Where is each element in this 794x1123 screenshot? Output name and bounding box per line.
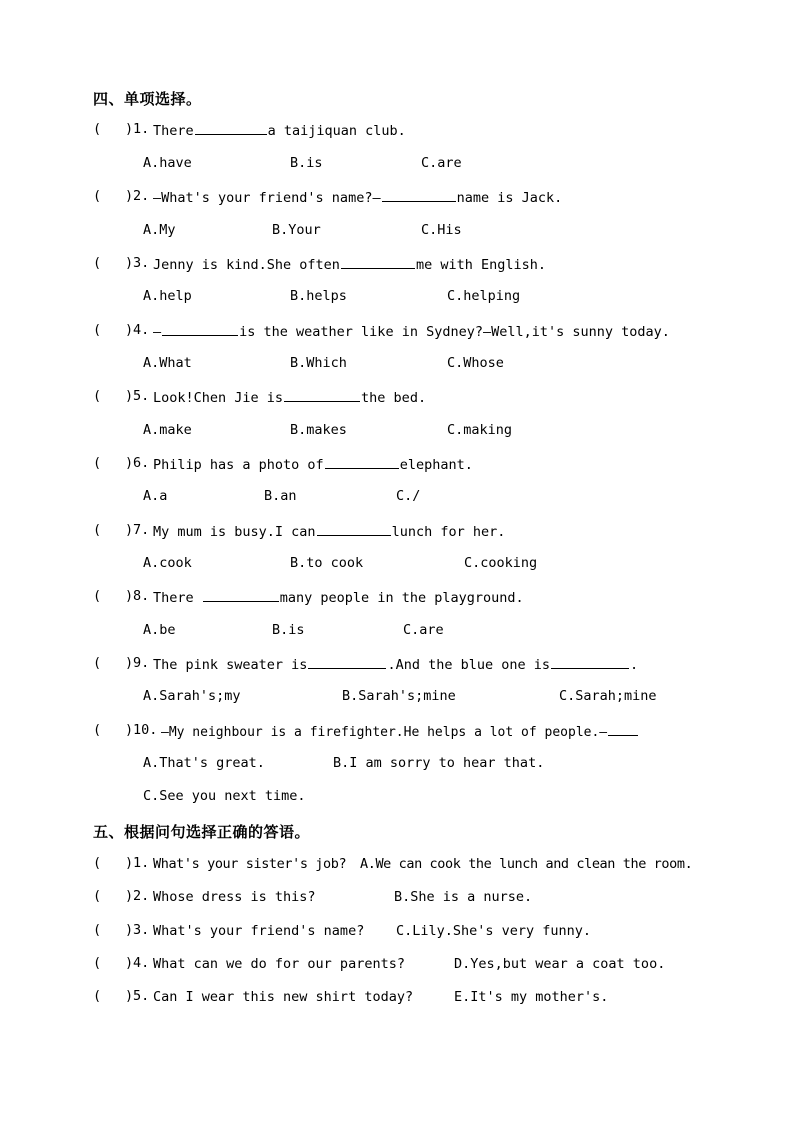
options-row bbox=[0, 755, 794, 775]
option-c[interactable]: C.making bbox=[447, 422, 513, 438]
section-5-title: 五、根据问句选择正确的答语。 bbox=[93, 823, 311, 841]
options-row bbox=[0, 222, 794, 242]
item-question: What can we do for our parents? bbox=[153, 956, 405, 972]
question-text bbox=[153, 388, 426, 407]
options-row bbox=[0, 622, 794, 642]
answer-blank[interactable] bbox=[382, 188, 456, 202]
answer-paren-open: ( bbox=[93, 121, 102, 137]
question-row bbox=[0, 322, 794, 342]
question-text-after: a taijiquan club. bbox=[267, 123, 406, 139]
question-text-before: —My neighbour is a firefighter.He helps a lot of people.— bbox=[161, 725, 608, 740]
question-text bbox=[153, 655, 638, 674]
question-text-before: There bbox=[153, 590, 202, 606]
item-question: Whose dress is this? bbox=[153, 889, 316, 905]
option-c[interactable]: C.are bbox=[421, 155, 462, 171]
option-a[interactable]: A.help bbox=[143, 288, 192, 304]
option-c[interactable]: C.See you next time. bbox=[143, 788, 306, 804]
option-b[interactable]: B.helps bbox=[290, 288, 347, 304]
option-c[interactable]: C.helping bbox=[447, 288, 521, 304]
options-row bbox=[0, 788, 794, 808]
option-a[interactable]: A.My bbox=[143, 222, 176, 238]
option-b[interactable]: B.is bbox=[290, 155, 323, 171]
question-text-before: Jenny is kind.She often bbox=[153, 257, 340, 273]
item-number: 4. bbox=[133, 955, 150, 971]
question-text-before: My mum is busy.I can bbox=[153, 524, 316, 540]
item-question: Can I wear this new shirt today? bbox=[153, 989, 414, 1005]
question-text-end: . bbox=[630, 657, 639, 673]
item-number: 5. bbox=[133, 988, 150, 1004]
item-answer: A.We can cook the lunch and clean the room. bbox=[360, 856, 693, 872]
options-row bbox=[0, 688, 794, 708]
answer-paren-open: ( bbox=[93, 888, 102, 904]
item-answer: B.She is a nurse. bbox=[394, 889, 533, 905]
answer-paren-open: ( bbox=[93, 455, 102, 471]
option-b[interactable]: B.to cook bbox=[290, 555, 364, 571]
option-a[interactable]: A.a bbox=[143, 488, 168, 504]
item-question: What's your sister's job? bbox=[153, 856, 347, 872]
answer-paren-open: ( bbox=[93, 588, 102, 604]
options-row bbox=[0, 488, 794, 508]
answer-paren-open: ( bbox=[93, 988, 102, 1004]
option-b[interactable]: B.Sarah's;mine bbox=[342, 688, 456, 704]
option-a[interactable]: A.cook bbox=[143, 555, 192, 571]
answer-blank[interactable] bbox=[284, 388, 360, 402]
answer-paren-open: ( bbox=[93, 722, 102, 738]
option-a[interactable]: A.make bbox=[143, 422, 192, 438]
answer-blank[interactable] bbox=[341, 255, 415, 269]
question-number: 9. bbox=[133, 655, 150, 671]
answer-paren-close: ) bbox=[125, 322, 134, 338]
question-text-before: —What's your friend's name?— bbox=[153, 190, 381, 206]
option-b[interactable]: B.I am sorry to hear that. bbox=[333, 755, 545, 771]
options-row bbox=[0, 155, 794, 175]
question-number: 10. bbox=[133, 722, 158, 738]
answer-paren-open: ( bbox=[93, 188, 102, 204]
answer-blank-2[interactable] bbox=[551, 655, 629, 669]
question-text bbox=[153, 188, 562, 207]
answer-blank[interactable] bbox=[203, 588, 279, 602]
item-answer: C.Lily.She's very funny. bbox=[396, 923, 592, 939]
answer-paren-close: ) bbox=[125, 888, 134, 904]
answer-paren-open: ( bbox=[93, 655, 102, 671]
answer-blank[interactable] bbox=[325, 455, 399, 469]
question-text bbox=[153, 121, 406, 140]
question-text bbox=[153, 255, 546, 274]
option-c[interactable]: C.His bbox=[421, 222, 462, 238]
matching-row bbox=[0, 955, 794, 975]
question-text bbox=[161, 722, 639, 742]
answer-blank[interactable] bbox=[195, 121, 267, 135]
answer-blank[interactable] bbox=[317, 522, 391, 536]
question-text-before: The pink sweater is bbox=[153, 657, 308, 673]
matching-row bbox=[0, 922, 794, 942]
answer-paren-close: ) bbox=[125, 988, 134, 1004]
option-b[interactable]: B.Which bbox=[290, 355, 347, 371]
option-a[interactable]: A.That's great. bbox=[143, 755, 265, 771]
question-text bbox=[153, 588, 524, 607]
answer-blank[interactable] bbox=[162, 322, 238, 336]
answer-paren-close: ) bbox=[125, 922, 134, 938]
options-row bbox=[0, 422, 794, 442]
question-text-after: is the weather like in Sydney?—Well,it's sunny today. bbox=[239, 324, 670, 340]
option-b[interactable]: B.Your bbox=[272, 222, 321, 238]
question-number: 7. bbox=[133, 522, 150, 538]
item-number: 1. bbox=[133, 855, 150, 871]
question-text bbox=[153, 522, 505, 541]
answer-paren-close: ) bbox=[125, 722, 134, 738]
question-number: 3. bbox=[133, 255, 150, 271]
question-number: 2. bbox=[133, 188, 150, 204]
option-a[interactable]: A.What bbox=[143, 355, 192, 371]
option-b[interactable]: B.makes bbox=[290, 422, 347, 438]
question-row bbox=[0, 255, 794, 275]
options-row bbox=[0, 555, 794, 575]
item-number: 2. bbox=[133, 888, 150, 904]
question-text-middle: .And the blue one is bbox=[387, 657, 550, 673]
answer-paren-open: ( bbox=[93, 955, 102, 971]
answer-paren-close: ) bbox=[125, 121, 134, 137]
item-number: 3. bbox=[133, 922, 150, 938]
question-text-after: the bed. bbox=[361, 390, 427, 406]
answer-paren-close: ) bbox=[125, 388, 134, 404]
option-b[interactable]: B.an bbox=[264, 488, 297, 504]
matching-row bbox=[0, 988, 794, 1008]
answer-paren-open: ( bbox=[93, 855, 102, 871]
question-row bbox=[0, 455, 794, 475]
answer-paren-close: ) bbox=[125, 855, 134, 871]
options-row bbox=[0, 288, 794, 308]
answer-paren-open: ( bbox=[93, 322, 102, 338]
question-text-before: Look!Chen Jie is bbox=[153, 390, 284, 406]
question-text-after: lunch for her. bbox=[391, 524, 506, 540]
option-a[interactable]: A.be bbox=[143, 622, 176, 638]
option-c[interactable]: C.are bbox=[403, 622, 444, 638]
item-answer: D.Yes,but wear a coat too. bbox=[454, 956, 666, 972]
question-row bbox=[0, 522, 794, 542]
answer-blank-1[interactable] bbox=[308, 655, 386, 669]
matching-row bbox=[0, 888, 794, 908]
question-row bbox=[0, 188, 794, 208]
section-4-title: 四、单项选择。 bbox=[93, 90, 202, 108]
option-a[interactable]: A.Sarah's;my bbox=[143, 688, 241, 704]
answer-paren-close: ) bbox=[125, 588, 134, 604]
question-row bbox=[0, 655, 794, 675]
answer-paren-open: ( bbox=[93, 522, 102, 538]
question-text-before: — bbox=[153, 324, 162, 340]
option-c[interactable]: C.cooking bbox=[464, 555, 538, 571]
question-text-after: many people in the playground. bbox=[279, 590, 524, 606]
question-row bbox=[0, 388, 794, 408]
answer-paren-close: ) bbox=[125, 455, 134, 471]
option-a[interactable]: A.have bbox=[143, 155, 192, 171]
question-text-before: Philip has a photo of bbox=[153, 457, 324, 473]
answer-paren-open: ( bbox=[93, 255, 102, 271]
question-row bbox=[0, 722, 794, 742]
question-number: 4. bbox=[133, 322, 150, 338]
answer-paren-open: ( bbox=[93, 922, 102, 938]
question-text-before: There bbox=[153, 123, 194, 139]
question-number: 6. bbox=[133, 455, 150, 471]
question-number: 1. bbox=[133, 121, 150, 137]
question-row bbox=[0, 121, 794, 141]
answer-paren-close: ) bbox=[125, 955, 134, 971]
item-answer: E.It's my mother's. bbox=[454, 989, 609, 1005]
matching-row bbox=[0, 855, 794, 875]
question-text bbox=[153, 455, 473, 474]
answer-paren-close: ) bbox=[125, 522, 134, 538]
answer-paren-close: ) bbox=[125, 655, 134, 671]
answer-blank[interactable] bbox=[608, 722, 638, 736]
question-text bbox=[153, 322, 670, 341]
answer-paren-close: ) bbox=[125, 255, 134, 271]
question-number: 8. bbox=[133, 588, 150, 604]
question-text-after: name is Jack. bbox=[456, 190, 563, 206]
item-question: What's your friend's name? bbox=[153, 923, 365, 939]
option-c[interactable]: C.Sarah;mine bbox=[559, 688, 657, 704]
question-text-after: elephant. bbox=[399, 457, 473, 473]
option-b[interactable]: B.is bbox=[272, 622, 305, 638]
answer-paren-close: ) bbox=[125, 188, 134, 204]
option-c[interactable]: C./ bbox=[396, 488, 421, 504]
option-c[interactable]: C.Whose bbox=[447, 355, 504, 371]
options-row bbox=[0, 355, 794, 375]
question-row bbox=[0, 588, 794, 608]
question-number: 5. bbox=[133, 388, 150, 404]
question-text-after: me with English. bbox=[415, 257, 546, 273]
answer-paren-open: ( bbox=[93, 388, 102, 404]
